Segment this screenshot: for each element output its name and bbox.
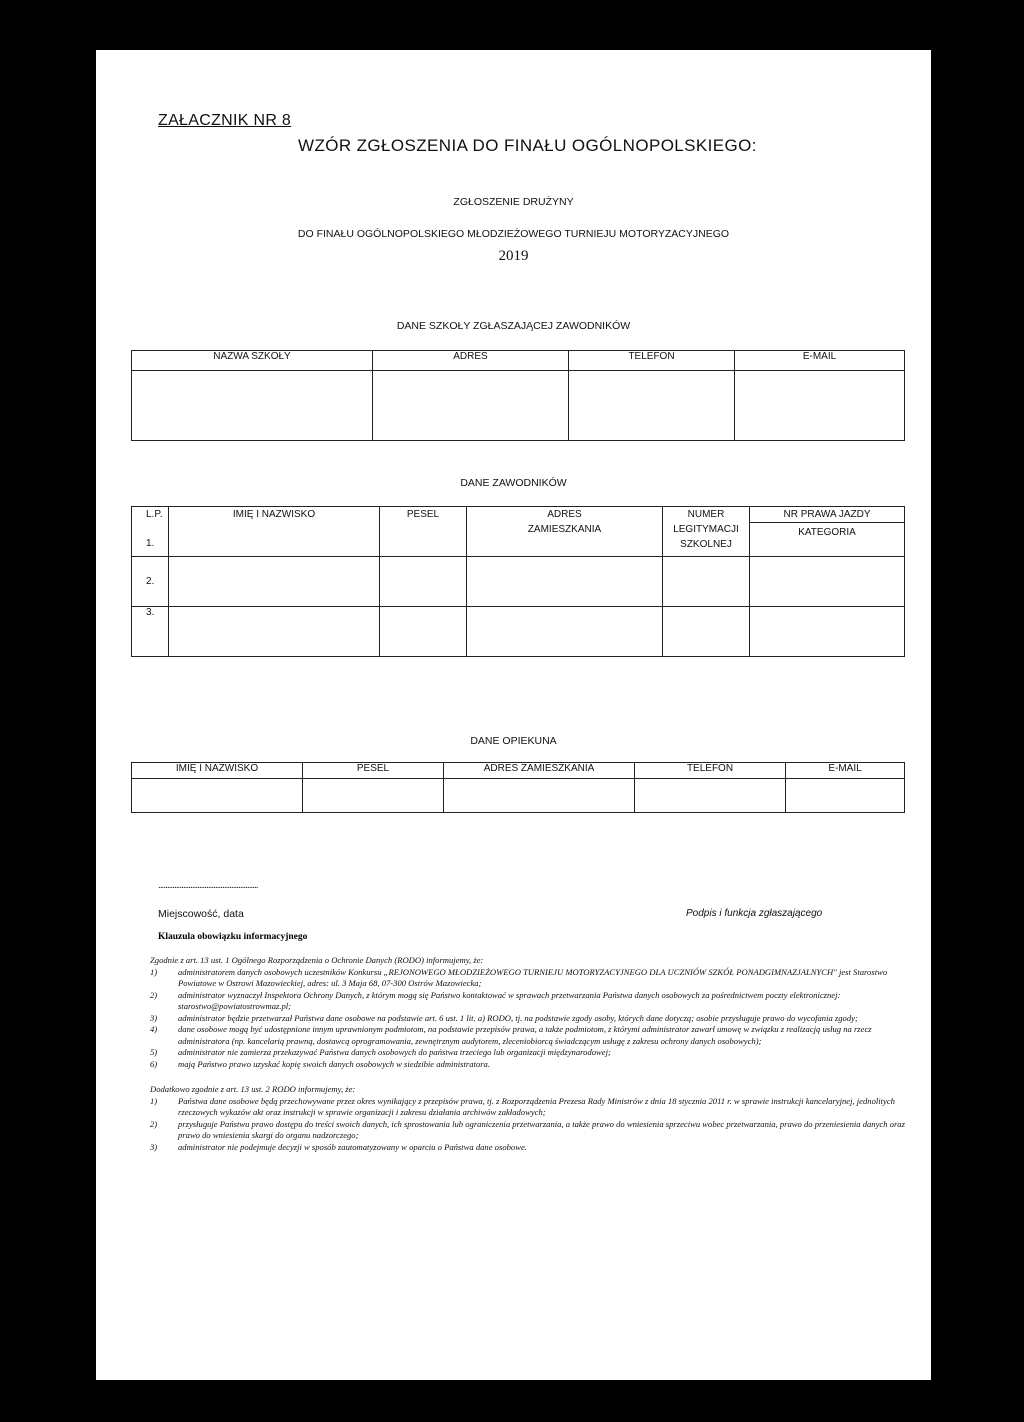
list-item <box>150 1059 910 1071</box>
col-id <box>663 507 750 557</box>
guardian-table-header <box>132 763 905 779</box>
school-section-title: DANE SZKOŁY ZGŁASZAJĄCEJ ZAWODNIKÓW <box>396 320 631 332</box>
col-guardian-address: ADRES ZAMIESZKANIA <box>444 763 635 779</box>
id-cell[interactable] <box>663 557 750 607</box>
item-text: przysługuje Państwu prawo dostępu do treści swoich danych, ich sprostowania lub ograniczenia przetwarzania, a także prawo do wniesienia sprzeciwu wobec przetwarzania, prawo do przeniesienia danych oraz prawo do wniesienia skargi do organu nadzorczego; <box>178 1118 905 1140</box>
list-item <box>150 1013 910 1025</box>
guardian-section-title: DANE OPIEKUNA <box>470 735 557 747</box>
pesel-cell[interactable] <box>380 557 467 607</box>
list-item <box>150 967 910 990</box>
item-number: 3) <box>150 1012 158 1023</box>
col-lp <box>132 507 169 557</box>
clause-title: Klauzula obowiązku informacyjnego <box>158 932 308 942</box>
col-guardian-phone: TELEFON <box>635 763 786 779</box>
school-phone-cell[interactable] <box>569 371 735 441</box>
clause-list <box>150 967 910 1071</box>
item-number: 2) <box>150 1118 158 1129</box>
clause-intro: Zgodnie z art. 13 ust. 1 Ogólnego Rozporządzenia o Ochronie Danych (RODO) informujemy, że: <box>150 955 484 965</box>
row-number-3: 3. <box>132 607 169 657</box>
col-address <box>467 507 663 557</box>
school-address-cell[interactable] <box>373 371 569 441</box>
school-table <box>131 350 905 441</box>
item-number: 1) <box>150 1095 158 1106</box>
col-guardian-email: E-MAIL <box>786 763 905 779</box>
form-title: ZGŁOSZENIE DRUŻYNY <box>453 196 574 208</box>
name-cell[interactable] <box>169 607 380 657</box>
col-id-line2: LEGITYMACJI <box>673 524 739 535</box>
list-item <box>150 990 910 1013</box>
school-table-header <box>132 351 905 371</box>
item-text: administrator nie podejmuje decyzji w sposób zautomatyzowany w oparciu o Państwa dane osobowe. <box>178 1141 527 1152</box>
item-number: 5) <box>150 1047 158 1057</box>
table-row <box>132 371 905 441</box>
col-school-email: E-MAIL <box>735 351 905 371</box>
guardian-name-cell[interactable] <box>132 779 303 813</box>
col-id-line1: NUMER <box>687 509 725 520</box>
row-number-1: 1. <box>146 538 155 549</box>
col-lp-label: L.P. <box>146 509 163 520</box>
list-item <box>150 1096 910 1119</box>
item-number: 2) <box>150 989 158 1000</box>
col-address-line2: ZAMIESZKANIA <box>527 524 602 535</box>
item-text: dane osobowe mogą być udostępnione innym uprawnionym podmiotom, na podstawie przepisów prawa, a także podmiotom, z którymi administrator zawarł umowę w związku z realizacją usług na rzecz administratora (np. kancelarią prawną, dostawcą oprogramowania, zewnętrznym audytorem, zleceniobiorcą świadczącym usługę z zakresu ochrony danych osobowych); <box>178 1024 872 1046</box>
table-row <box>132 607 905 657</box>
competitors-section-title: DANE ZAWODNIKÓW <box>460 477 567 489</box>
col-school-address: ADRES <box>373 351 569 371</box>
list-item <box>150 1142 910 1154</box>
address-cell[interactable] <box>467 607 663 657</box>
list-item <box>150 1024 910 1047</box>
license-cell[interactable] <box>750 557 905 607</box>
list-item <box>150 1119 910 1142</box>
col-pesel: PESEL <box>380 507 467 557</box>
form-subtitle: DO FINAŁU OGÓLNOPOLSKIEGO MŁODZIEŻOWEGO TURNIEJU MOTORYZACYJNEGO <box>297 228 730 240</box>
guardian-phone-cell[interactable] <box>635 779 786 813</box>
row-number-2: 2. <box>132 557 169 607</box>
school-email-cell[interactable] <box>735 371 905 441</box>
list-item <box>150 1047 910 1059</box>
col-license <box>750 507 905 557</box>
competitors-table-header <box>132 507 905 557</box>
competitors-table <box>131 506 905 657</box>
clause-intro-2: Dodatkowo zgodnie z art. 13 ust. 2 RODO informujemy, że: <box>150 1084 356 1094</box>
item-text: administratorem danych osobowych uczestników Konkursu „REJONOWEGO MŁODZIEŻOWEGO TURNIEJU MOTORYZACYJNEGO DLA UCZNIÓW SZKÓŁ PONADGIMNAZJALNYCH" jest Starostwo Powiatowe w Ostrowi Mazowieckiej, adres: ul. 3 Maja 68, 07-300 Ostrów Mazowiecka; <box>178 966 888 988</box>
guardian-table <box>131 762 905 813</box>
clause-body <box>150 955 910 1153</box>
form-year: 2019 <box>498 248 529 264</box>
item-text: administrator nie zamierza przekazywać Państwa danych osobowych do państwa trzeciego lub organizacji międzynarodowej; <box>178 1047 611 1057</box>
clause-list-2 <box>150 1096 910 1154</box>
col-guardian-name: IMIĘ I NAZWISKO <box>132 763 303 779</box>
item-text: mają Państwo prawo uzyskać kopię swoich danych osobowych w siedzibie administratora. <box>178 1058 490 1069</box>
table-row <box>132 779 905 813</box>
address-cell[interactable] <box>467 557 663 607</box>
col-license-line1: NR PRAWA JAZDY <box>750 509 904 523</box>
col-school-name: NAZWA SZKOŁY <box>132 351 373 371</box>
col-guardian-pesel: PESEL <box>303 763 444 779</box>
pesel-cell[interactable] <box>380 607 467 657</box>
col-id-line3: SZKOLNEJ <box>680 539 732 550</box>
signer-label: Podpis i funkcja zgłaszającego <box>686 908 823 919</box>
id-cell[interactable] <box>663 607 750 657</box>
item-text: administrator będzie przetwarzał Państwa dane osobowe na podstawie art. 6 ust. 1 lit. a) RODO, tj. na podstawie zgody osoby, których dane dotyczą; osobie przysługuje prawo do wycofania zgody; <box>178 1012 858 1023</box>
item-text: administrator wyznaczył Inspektora Ochrony Danych, z którym mogą się Państwo kontaktować w sprawach przetwarzania Państwa danych osobowych za pośrednictwem poczty elektronicznej: starostwo@powiatostrowmaz.pl; <box>178 989 841 1011</box>
signature-dotted-line: ........................................................ <box>158 880 258 891</box>
item-number: 6) <box>150 1058 158 1069</box>
col-license-line2: KATEGORIA <box>798 527 856 538</box>
item-text: Państwa dane osobowe będą przechowywane przez okres wynikający z przepisów prawa, tj. z Rozporządzenia Prezesa Rady Ministrów z dnia 18 stycznia 2011 r. w sprawie instrukcji kancelaryjnej, jednolitych rzeczowych wykazów akt oraz instrukcji w sprawie organizacji i zakresu działania archiwów zakładowych; <box>178 1095 895 1117</box>
col-name: IMIĘ I NAZWISKO <box>169 507 380 557</box>
item-number: 1) <box>150 966 158 977</box>
guardian-address-cell[interactable] <box>444 779 635 813</box>
school-name-cell[interactable] <box>132 371 373 441</box>
page-title: WZÓR ZGŁOSZENIA DO FINAŁU OGÓLNOPOLSKIEGO: <box>298 136 757 155</box>
guardian-email-cell[interactable] <box>786 779 905 813</box>
item-number: 4) <box>150 1024 158 1034</box>
license-cell[interactable] <box>750 607 905 657</box>
attachment-label: ZAŁACZNIK NR 8 <box>158 112 292 129</box>
name-cell[interactable] <box>169 557 380 607</box>
place-date-label: Miejscowość, data <box>158 908 244 920</box>
col-address-line1: ADRES <box>547 509 582 520</box>
document-page <box>96 50 931 1380</box>
table-row <box>132 557 905 607</box>
item-number: 3) <box>150 1141 158 1152</box>
col-school-phone: TELEFON <box>569 351 735 371</box>
guardian-pesel-cell[interactable] <box>303 779 444 813</box>
